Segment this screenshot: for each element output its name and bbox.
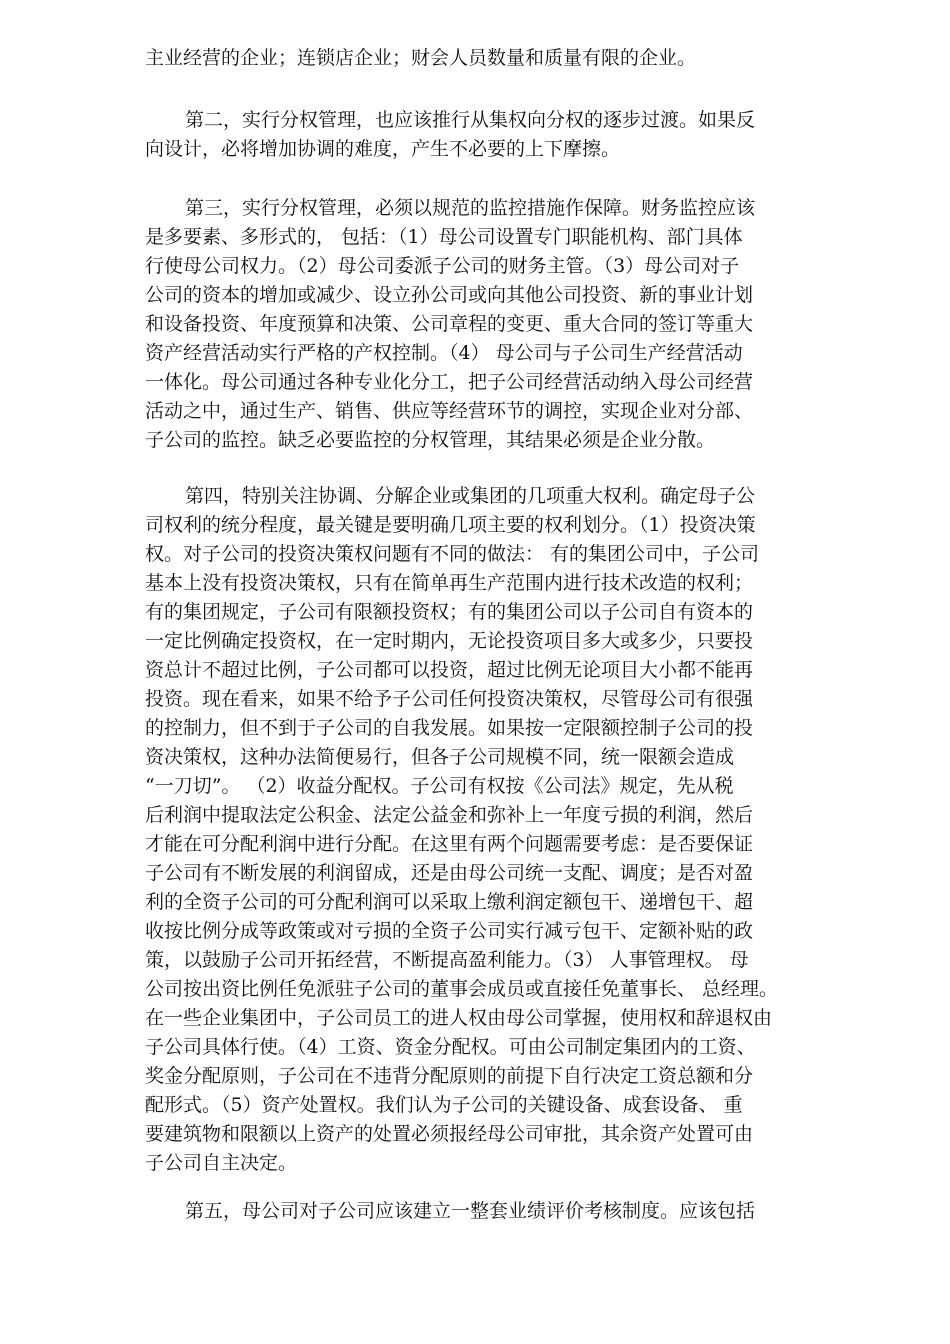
text-line: 配形式。（5）资产处置权。我们认为子公司的关键设备、成套设备、 重 xyxy=(145,1094,743,1116)
text-line: 在一些企业集团中，子公司员工的进人权由母公司掌握，使用权和辞退权由 xyxy=(145,1007,773,1029)
text-line: 子公司具体行使。（4）工资、资金分配权。可由公司制定集团内的工资、 xyxy=(145,1036,756,1058)
text-line: 基本上没有投资决策权，只有在简单再生产范围内进行技术改造的权利； xyxy=(145,572,754,594)
paragraph-second xyxy=(145,106,865,164)
text-line: 一定比例确定投资权，在一定时期内，无论投资项目多大或多少，只要投 xyxy=(145,630,754,652)
paragraph-continuation xyxy=(145,44,865,73)
text-line: 司权利的统分程度，最关键是要明确几项主要的权利划分。（1）投资决策 xyxy=(145,514,756,536)
paragraph-third xyxy=(145,194,865,455)
text-line: 要建筑物和限额以上资产的处置必须报经母公司审批，其余资产处置可由 xyxy=(145,1123,754,1145)
text-line: 子公司有不断发展的利润留成，还是由母公司统一支配、调度；是否对盈 xyxy=(145,862,754,884)
text-line: 行使母公司权力。（2）母公司委派子公司的财务主管。（3）母公司对子 xyxy=(145,255,740,277)
text-line: 才能在可分配利润中进行分配。在这里有两个问题需要考虑：是否要保证 xyxy=(145,833,754,855)
text-line: 收按比例分成等政策或对亏损的全资子公司实行减亏包干、定额补贴的政 xyxy=(145,920,754,942)
text-line: 策，以鼓励子公司开拓经营，不断提高盈利能力。（3） 人事管理权。 母 xyxy=(145,949,749,971)
paragraph-fourth xyxy=(145,482,865,1178)
text-line: 第二，实行分权管理，也应该推行从集权向分权的逐步过渡。如果反 xyxy=(185,109,756,131)
text-line: 第五，母公司对子公司应该建立一整套业绩评价考核制度。应该包括 xyxy=(185,1200,756,1222)
text-line: 的控制力，但不到于子公司的自我发展。如果按一定限额控制子公司的投 xyxy=(145,717,754,739)
text-line: 资决策权，这种办法简便易行，但各子公司规模不同，统一限额会造成 xyxy=(145,746,735,768)
text-line: 第三，实行分权管理，必须以规范的监控措施作保障。财务监控应该 xyxy=(185,197,756,219)
text-line: 向设计，必将增加协调的难度，产生不必要的上下摩擦。 xyxy=(145,138,621,160)
text-line: 子公司自主决定。 xyxy=(145,1152,298,1174)
text-line: 利的全资子公司的可分配利润可以采取上缴利润定额包干、递增包干、超 xyxy=(145,891,754,913)
text-line: 是多要素、多形式的， 包括：（1）母公司设置专门职能机构、部门具体 xyxy=(145,226,743,248)
text-line: 一体化。母公司通过各种专业化分工，把子公司经营活动纳入母公司经营 xyxy=(145,371,754,393)
text-line: 第四，特别关注协调、分解企业或集团的几项重大权利。确定母子公 xyxy=(185,485,756,507)
text-line: 公司的资本的增加或减少、设立孙公司或向其他公司投资、新的事业计划 xyxy=(145,284,754,306)
text-line: 主业经营的企业；连锁店企业；财会人员数量和质量有限的企业。 xyxy=(145,47,697,69)
text-line: 和设备投资、年度预算和决策、公司章程的变更、重大合同的签订等重大 xyxy=(145,313,754,335)
text-line: 资总计不超过比例，子公司都可以投资，超过比例无论项目大小都不能再 xyxy=(145,659,754,681)
text-line: 子公司的监控。缺乏必要监控的分权管理，其结果必须是企业分散。 xyxy=(145,429,716,451)
text-line: 后利润中提取法定公积金、法定公益金和弥补上一年度亏损的利润，然后 xyxy=(145,804,754,826)
text-line: 公司按出资比例任免派驻子公司的董事会成员或直接任免董事长、 总经理。 xyxy=(145,978,779,1000)
paragraph-fifth xyxy=(145,1197,865,1226)
text-line: 资产经营活动实行严格的产权控制。（4） 母公司与子公司生产经营活动 xyxy=(145,342,743,364)
text-line: 有的集团规定，子公司有限额投资权；有的集团公司以子公司自有资本的 xyxy=(145,601,754,623)
text-line: 投资。现在看来，如果不给予子公司任何投资决策权，尽管母公司有很强 xyxy=(145,688,754,710)
text-line: 活动之中，通过生产、销售、供应等经营环节的调控，实现企业对分部、 xyxy=(145,400,754,422)
text-line: “一刀切”。 （2）收益分配权。子公司有权按《公司法》规定，先从税 xyxy=(145,775,734,797)
text-line: 权。对子公司的投资决策权问题有不同的做法： 有的集团公司中，子公司 xyxy=(145,543,760,565)
text-line: 奖金分配原则，子公司在不违背分配原则的前提下自行决定工资总额和分 xyxy=(145,1065,754,1087)
